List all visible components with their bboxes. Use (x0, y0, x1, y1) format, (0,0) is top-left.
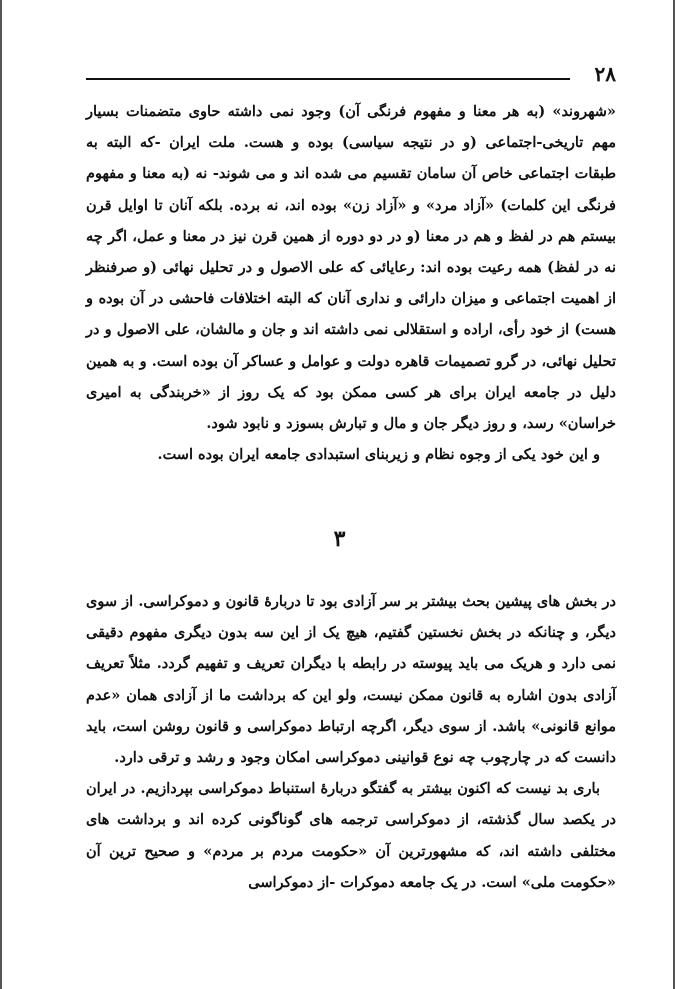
section-2-text (86, 586, 616, 898)
section-1-text (86, 96, 616, 470)
paragraph: و این خود یکی از وجوه نظام و زیربنای استبدادی جامعه ایران بوده است. (157, 446, 600, 464)
page-number: ۲۸ (594, 62, 616, 86)
paragraph: باری بد نیست که اکنون بیشتر به گفتگو دربارهٔ استنباط دموکراسی بپردازیم. در ایران در یکصد سال گذشته، از دموکراسی ترجمه های گوناگونی کرده اند و برداشت های مختلفی داشته اند، که مشهورترین آن «حکومت مردم بر مردم» و صحیح ترین آن «حکومت ملی» است. در یک جامعه دموکرات -از دموکراسی (86, 780, 616, 891)
paragraph: «شهروند» (به هر معنا و مفهوم فرنگی آن) وجود نمی داشته حاوی متضمنات بسیار مهم تاریخی-اجتماعی (و در نتیجه سیاسی) بوده و هست. ملت ایران -که البته به طبقات اجتماعی خاص آن سامان تقسیم می شده اند و می شوند- نه (به معنا و مفهوم فرنگی این کلمات) «آزاد مرد» و «آزاد زن» بوده اند، نه برده. بلکه آنان تا اوایل قرن بیستم هم در لفظ و هم در معنا (و در دو دوره از همین قرن نیز در معنا و عمل، اگر چه نه در لفظ) همه رعیت بوده اند: رعایائی که علی الاصول و در تحلیل نهائی (و صرفنظر از اهمیت اجتماعی و میزان دارائی و نداری آنان که البته اختلافات فاحشی در آن بوده و هست) از خود رأی، اراده و استقلالی نمی داشته اند و جان و مالشان، علی الاصول و در تحلیل نهائی، در گرو تصمیمات قاهره دولت و عوامل و عساکر آن بوده است. و به همین دلیل در جامعه ایران برای هر کسی ممکن بود که یک روز از «خربندگی به امیری خراسان» رسد، و روز دیگر جان و مال و تبارش بسوزد و نابود شود. (86, 103, 616, 433)
header-rule (86, 78, 570, 80)
page-header (86, 62, 616, 92)
paragraph: در بخش های پیشین بحث بیشتر بر سر آزادی بود تا دربارهٔ قانون و دموکراسی. از سوی دیگر، و چنانکه در بخش نخستین گفتیم، هیچ یک از این سه بدون دیگری مفهوم دقیقی نمی دارد و هریک می باید پیوسته در رابطه با دیگران تعریف و تفهیم گردد. مثلاً تعریف آزادی بدون اشاره به قانون ممکن نیست، ولو این که برداشت ما از آزادی همان «عدم موانع قانونی» باشد. از سوی دیگر، اگرچه ارتباط دموکراسی و قانون روشن است، باید دانست که در چارچوب چه نوع قوانینی دموکراسی امکان وجود و رشد و ترقی دارد. (86, 593, 616, 767)
section-number: ۳ (333, 526, 346, 552)
